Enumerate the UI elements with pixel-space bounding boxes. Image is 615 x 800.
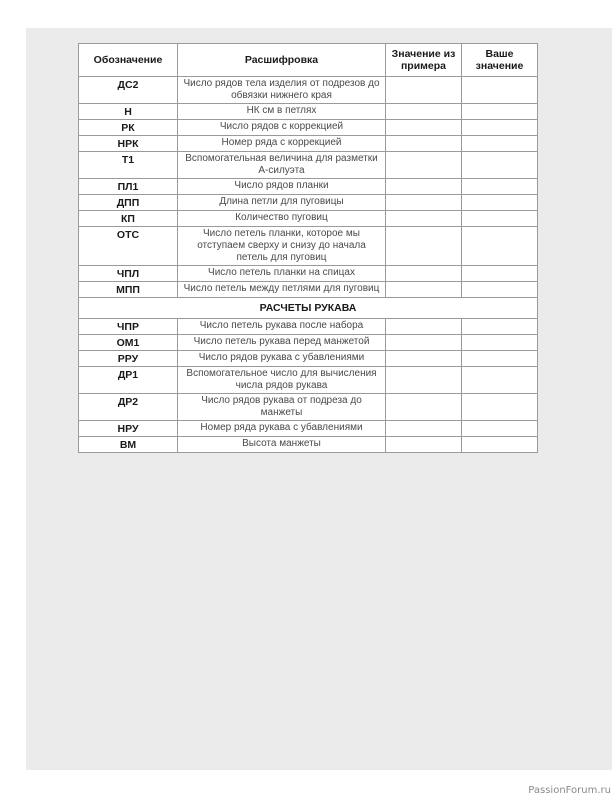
header-yours: Ваше значение bbox=[462, 44, 538, 77]
description-cell: Число петель планки, которое мы отступаем сверху и снизу до начала петель для пуговиц bbox=[178, 227, 386, 266]
code-cell: КП bbox=[79, 211, 178, 227]
table-row bbox=[79, 77, 538, 104]
header-description: Расшифровка bbox=[178, 44, 386, 77]
description-cell: Номер ряда с коррекцией bbox=[178, 136, 386, 152]
table-row bbox=[79, 179, 538, 195]
your-value-cell[interactable] bbox=[462, 136, 538, 152]
code-cell: ДР2 bbox=[79, 394, 178, 421]
your-value-cell[interactable] bbox=[462, 77, 538, 104]
example-value-cell[interactable] bbox=[386, 179, 462, 195]
example-value-cell[interactable] bbox=[386, 335, 462, 351]
example-value-cell[interactable] bbox=[386, 351, 462, 367]
table-row bbox=[79, 195, 538, 211]
example-value-cell[interactable] bbox=[386, 437, 462, 453]
description-cell: Число петель рукава после набора bbox=[178, 319, 386, 335]
your-value-cell[interactable] bbox=[462, 394, 538, 421]
table-row bbox=[79, 319, 538, 335]
your-value-cell[interactable] bbox=[462, 211, 538, 227]
section-row bbox=[79, 298, 538, 319]
your-value-cell[interactable] bbox=[462, 179, 538, 195]
description-cell: Число рядов планки bbox=[178, 179, 386, 195]
table-row bbox=[79, 104, 538, 120]
example-value-cell[interactable] bbox=[386, 104, 462, 120]
your-value-cell[interactable] bbox=[462, 437, 538, 453]
your-value-cell[interactable] bbox=[462, 319, 538, 335]
code-cell: ДС2 bbox=[79, 77, 178, 104]
description-cell: Число петель планки на спицах bbox=[178, 266, 386, 282]
table-row bbox=[79, 282, 538, 298]
example-value-cell[interactable] bbox=[386, 211, 462, 227]
your-value-cell[interactable] bbox=[462, 421, 538, 437]
table-row bbox=[79, 421, 538, 437]
code-cell: ДПП bbox=[79, 195, 178, 211]
header-example: Значение из примера bbox=[386, 44, 462, 77]
description-cell: Число рядов с коррекцией bbox=[178, 120, 386, 136]
your-value-cell[interactable] bbox=[462, 282, 538, 298]
table-row bbox=[79, 335, 538, 351]
code-cell: Т1 bbox=[79, 152, 178, 179]
code-cell: РРУ bbox=[79, 351, 178, 367]
code-cell: ОМ1 bbox=[79, 335, 178, 351]
your-value-cell[interactable] bbox=[462, 351, 538, 367]
code-cell: ЧПР bbox=[79, 319, 178, 335]
code-cell: ПЛ1 bbox=[79, 179, 178, 195]
description-cell: Количество пуговиц bbox=[178, 211, 386, 227]
code-cell: ВМ bbox=[79, 437, 178, 453]
table-row bbox=[79, 211, 538, 227]
watermark: PassionForum.ru bbox=[528, 785, 611, 796]
description-cell: Число рядов тела изделия от подрезов до обвязки нижнего края bbox=[178, 77, 386, 104]
description-cell: Вспомогательное число для вычисления числа рядов рукава bbox=[178, 367, 386, 394]
table-row bbox=[79, 266, 538, 282]
code-cell: НРК bbox=[79, 136, 178, 152]
example-value-cell[interactable] bbox=[386, 394, 462, 421]
description-cell: Вспомогательная величина для разметки А-силуэта bbox=[178, 152, 386, 179]
example-value-cell[interactable] bbox=[386, 227, 462, 266]
example-value-cell[interactable] bbox=[386, 421, 462, 437]
section-title: РАСЧЕТЫ РУКАВА bbox=[79, 298, 538, 319]
description-cell: Число петель между петлями для пуговиц bbox=[178, 282, 386, 298]
table-row bbox=[79, 367, 538, 394]
table-row bbox=[79, 227, 538, 266]
description-cell: Число петель рукава перед манжетой bbox=[178, 335, 386, 351]
example-value-cell[interactable] bbox=[386, 282, 462, 298]
your-value-cell[interactable] bbox=[462, 195, 538, 211]
example-value-cell[interactable] bbox=[386, 120, 462, 136]
table-row bbox=[79, 136, 538, 152]
description-cell: Номер ряда рукава с убавлениями bbox=[178, 421, 386, 437]
code-cell: НРУ bbox=[79, 421, 178, 437]
your-value-cell[interactable] bbox=[462, 335, 538, 351]
code-cell: МПП bbox=[79, 282, 178, 298]
legend-table bbox=[78, 43, 538, 453]
table-row bbox=[79, 394, 538, 421]
code-cell: ЧПЛ bbox=[79, 266, 178, 282]
code-cell: ОТС bbox=[79, 227, 178, 266]
table-row bbox=[79, 120, 538, 136]
description-cell: Высота манжеты bbox=[178, 437, 386, 453]
example-value-cell[interactable] bbox=[386, 136, 462, 152]
your-value-cell[interactable] bbox=[462, 152, 538, 179]
your-value-cell[interactable] bbox=[462, 104, 538, 120]
example-value-cell[interactable] bbox=[386, 319, 462, 335]
example-value-cell[interactable] bbox=[386, 77, 462, 104]
description-cell: Число рядов рукава с убавлениями bbox=[178, 351, 386, 367]
example-value-cell[interactable] bbox=[386, 152, 462, 179]
your-value-cell[interactable] bbox=[462, 227, 538, 266]
example-value-cell[interactable] bbox=[386, 195, 462, 211]
your-value-cell[interactable] bbox=[462, 120, 538, 136]
code-cell: ДР1 bbox=[79, 367, 178, 394]
your-value-cell[interactable] bbox=[462, 367, 538, 394]
table-row bbox=[79, 351, 538, 367]
your-value-cell[interactable] bbox=[462, 266, 538, 282]
table-row bbox=[79, 437, 538, 453]
description-cell: Число рядов рукава от подреза до манжеты bbox=[178, 394, 386, 421]
example-value-cell[interactable] bbox=[386, 266, 462, 282]
code-cell: Н bbox=[79, 104, 178, 120]
description-cell: НК см в петлях bbox=[178, 104, 386, 120]
header-code: Обозначение bbox=[79, 44, 178, 77]
code-cell: РК bbox=[79, 120, 178, 136]
table-row bbox=[79, 152, 538, 179]
header-row bbox=[79, 44, 538, 77]
example-value-cell[interactable] bbox=[386, 367, 462, 394]
description-cell: Длина петли для пуговицы bbox=[178, 195, 386, 211]
